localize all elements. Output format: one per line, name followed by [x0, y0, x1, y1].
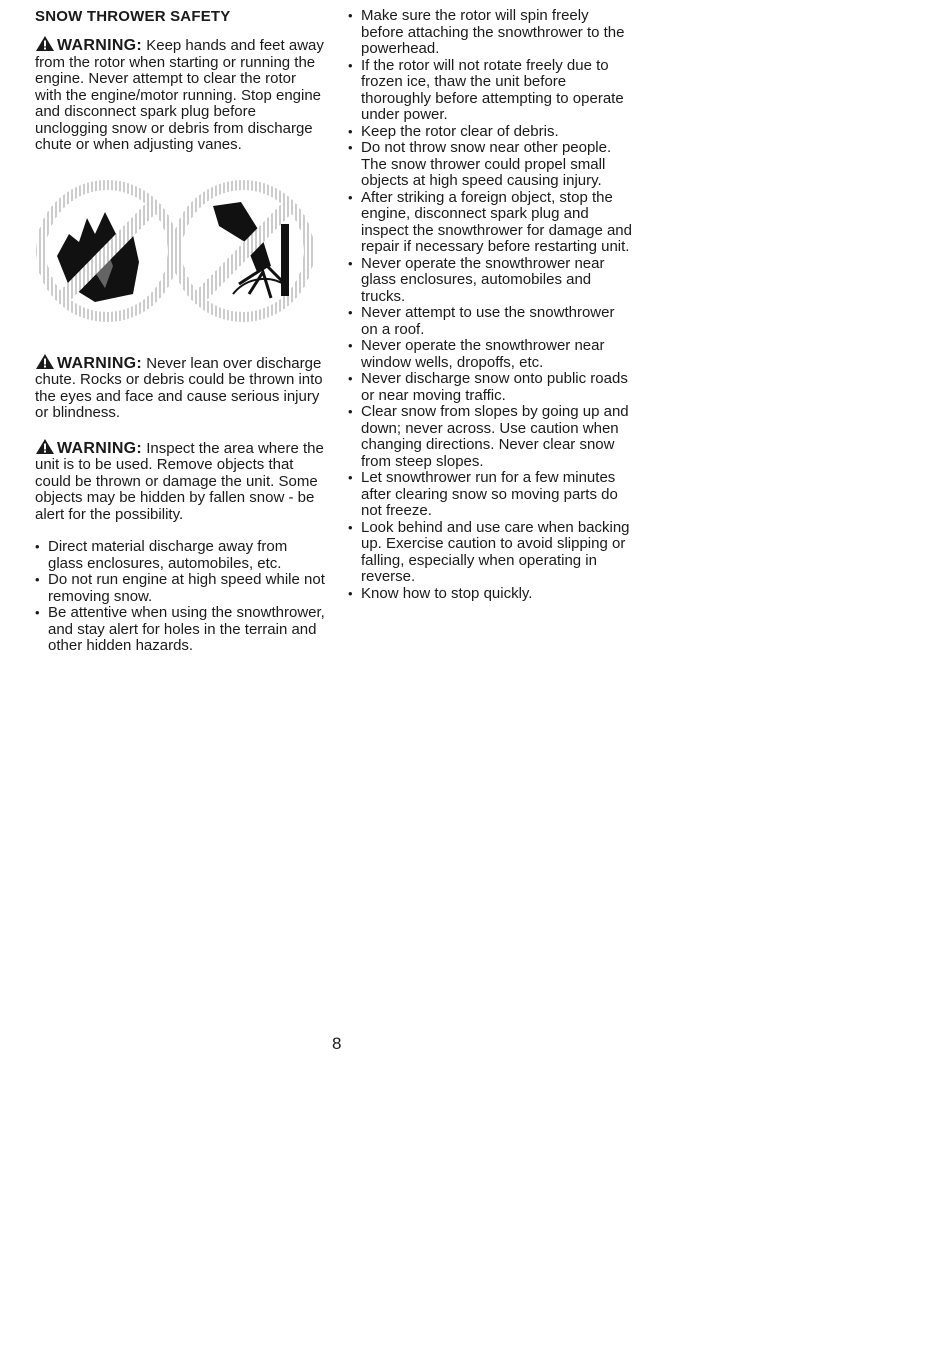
list-item: • Direct material discharge away from glass enclosures, automobiles, etc. — [35, 539, 325, 572]
right-bullet-list — [348, 8, 633, 602]
list-item: • Make sure the rotor will spin freely before attaching the snowthrower to the powerhead. — [348, 8, 633, 58]
warning-rotor — [35, 35, 325, 154]
list-item: • Never discharge snow onto public roads or near moving traffic. — [348, 371, 633, 404]
warning-label: WARNING: — [35, 37, 142, 54]
warning-label: WARNING: — [35, 355, 142, 372]
warning-triangle-icon — [35, 35, 55, 52]
right-column — [348, 8, 633, 602]
list-item: • Keep the rotor clear of debris. — [348, 124, 633, 141]
warning-triangle-icon — [35, 438, 55, 455]
list-item: • Do not throw snow near other people. The snow thrower could propel small objects at high speed causing injury. — [348, 140, 633, 190]
list-item: • If the rotor will not rotate freely due to frozen ice, thaw the unit before thoroughly before attempting to operate under power. — [348, 58, 633, 124]
warning-text: Inspect the area where the unit is to be used. Remove objects that could be thrown or damage the unit. Some objects may be hidden by fallen snow - be alert for the possibility. — [35, 439, 324, 523]
warning-triangle-icon — [35, 353, 55, 370]
warning-label: WARNING: — [35, 440, 142, 457]
warning-chute — [35, 353, 325, 422]
list-item: • Do not run engine at high speed while not removing snow. — [35, 572, 325, 605]
safety-illustration — [35, 176, 325, 326]
warning-inspect-area — [35, 438, 325, 524]
list-item: • Let snowthrower run for a few minutes after clearing snow so moving parts do not freeze. — [348, 470, 633, 520]
warning-text: Keep hands and feet away from the rotor when starting or running the engine. Never attempt to clear the rotor with the engine/motor running. Stop engine and disconnect spark plug before unclogging snow or debris from discharge chute or when adjusting vanes. — [35, 37, 324, 153]
no-hands-icon — [41, 185, 173, 317]
list-item: • Clear snow from slopes by going up and down; never across. Use caution when changing directions. Never clear snow from steep slopes. — [348, 404, 633, 470]
list-item: • Know how to stop quickly. — [348, 586, 633, 603]
warning-text: Never lean over discharge chute. Rocks or debris could be thrown into the eyes and face and cause serious injury or blindness. — [35, 354, 323, 421]
left-column — [35, 8, 325, 655]
list-item: • After striking a foreign object, stop the engine, disconnect spark plug and inspect the snowthrower for damage and repair if necessary before restarting unit. — [348, 190, 633, 256]
list-item: • Be attentive when using the snowthrower, and stay alert for holes in the terrain and other hidden hazards. — [35, 605, 325, 655]
section-title: SNOW THROWER SAFETY — [35, 8, 231, 25]
left-bullet-list — [35, 539, 325, 655]
list-item: • Look behind and use care when backing up. Exercise caution to avoid slipping or falling, especially when operating in reverse. — [348, 520, 633, 586]
page-number: 8 — [332, 1034, 342, 1053]
no-chute-icon — [177, 185, 309, 317]
list-item: • Never operate the snowthrower near window wells, dropoffs, etc. — [348, 338, 633, 371]
list-item: • Never attempt to use the snowthrower on a roof. — [348, 305, 633, 338]
list-item: • Never operate the snowthrower near glass enclosures, automobiles and trucks. — [348, 256, 633, 306]
